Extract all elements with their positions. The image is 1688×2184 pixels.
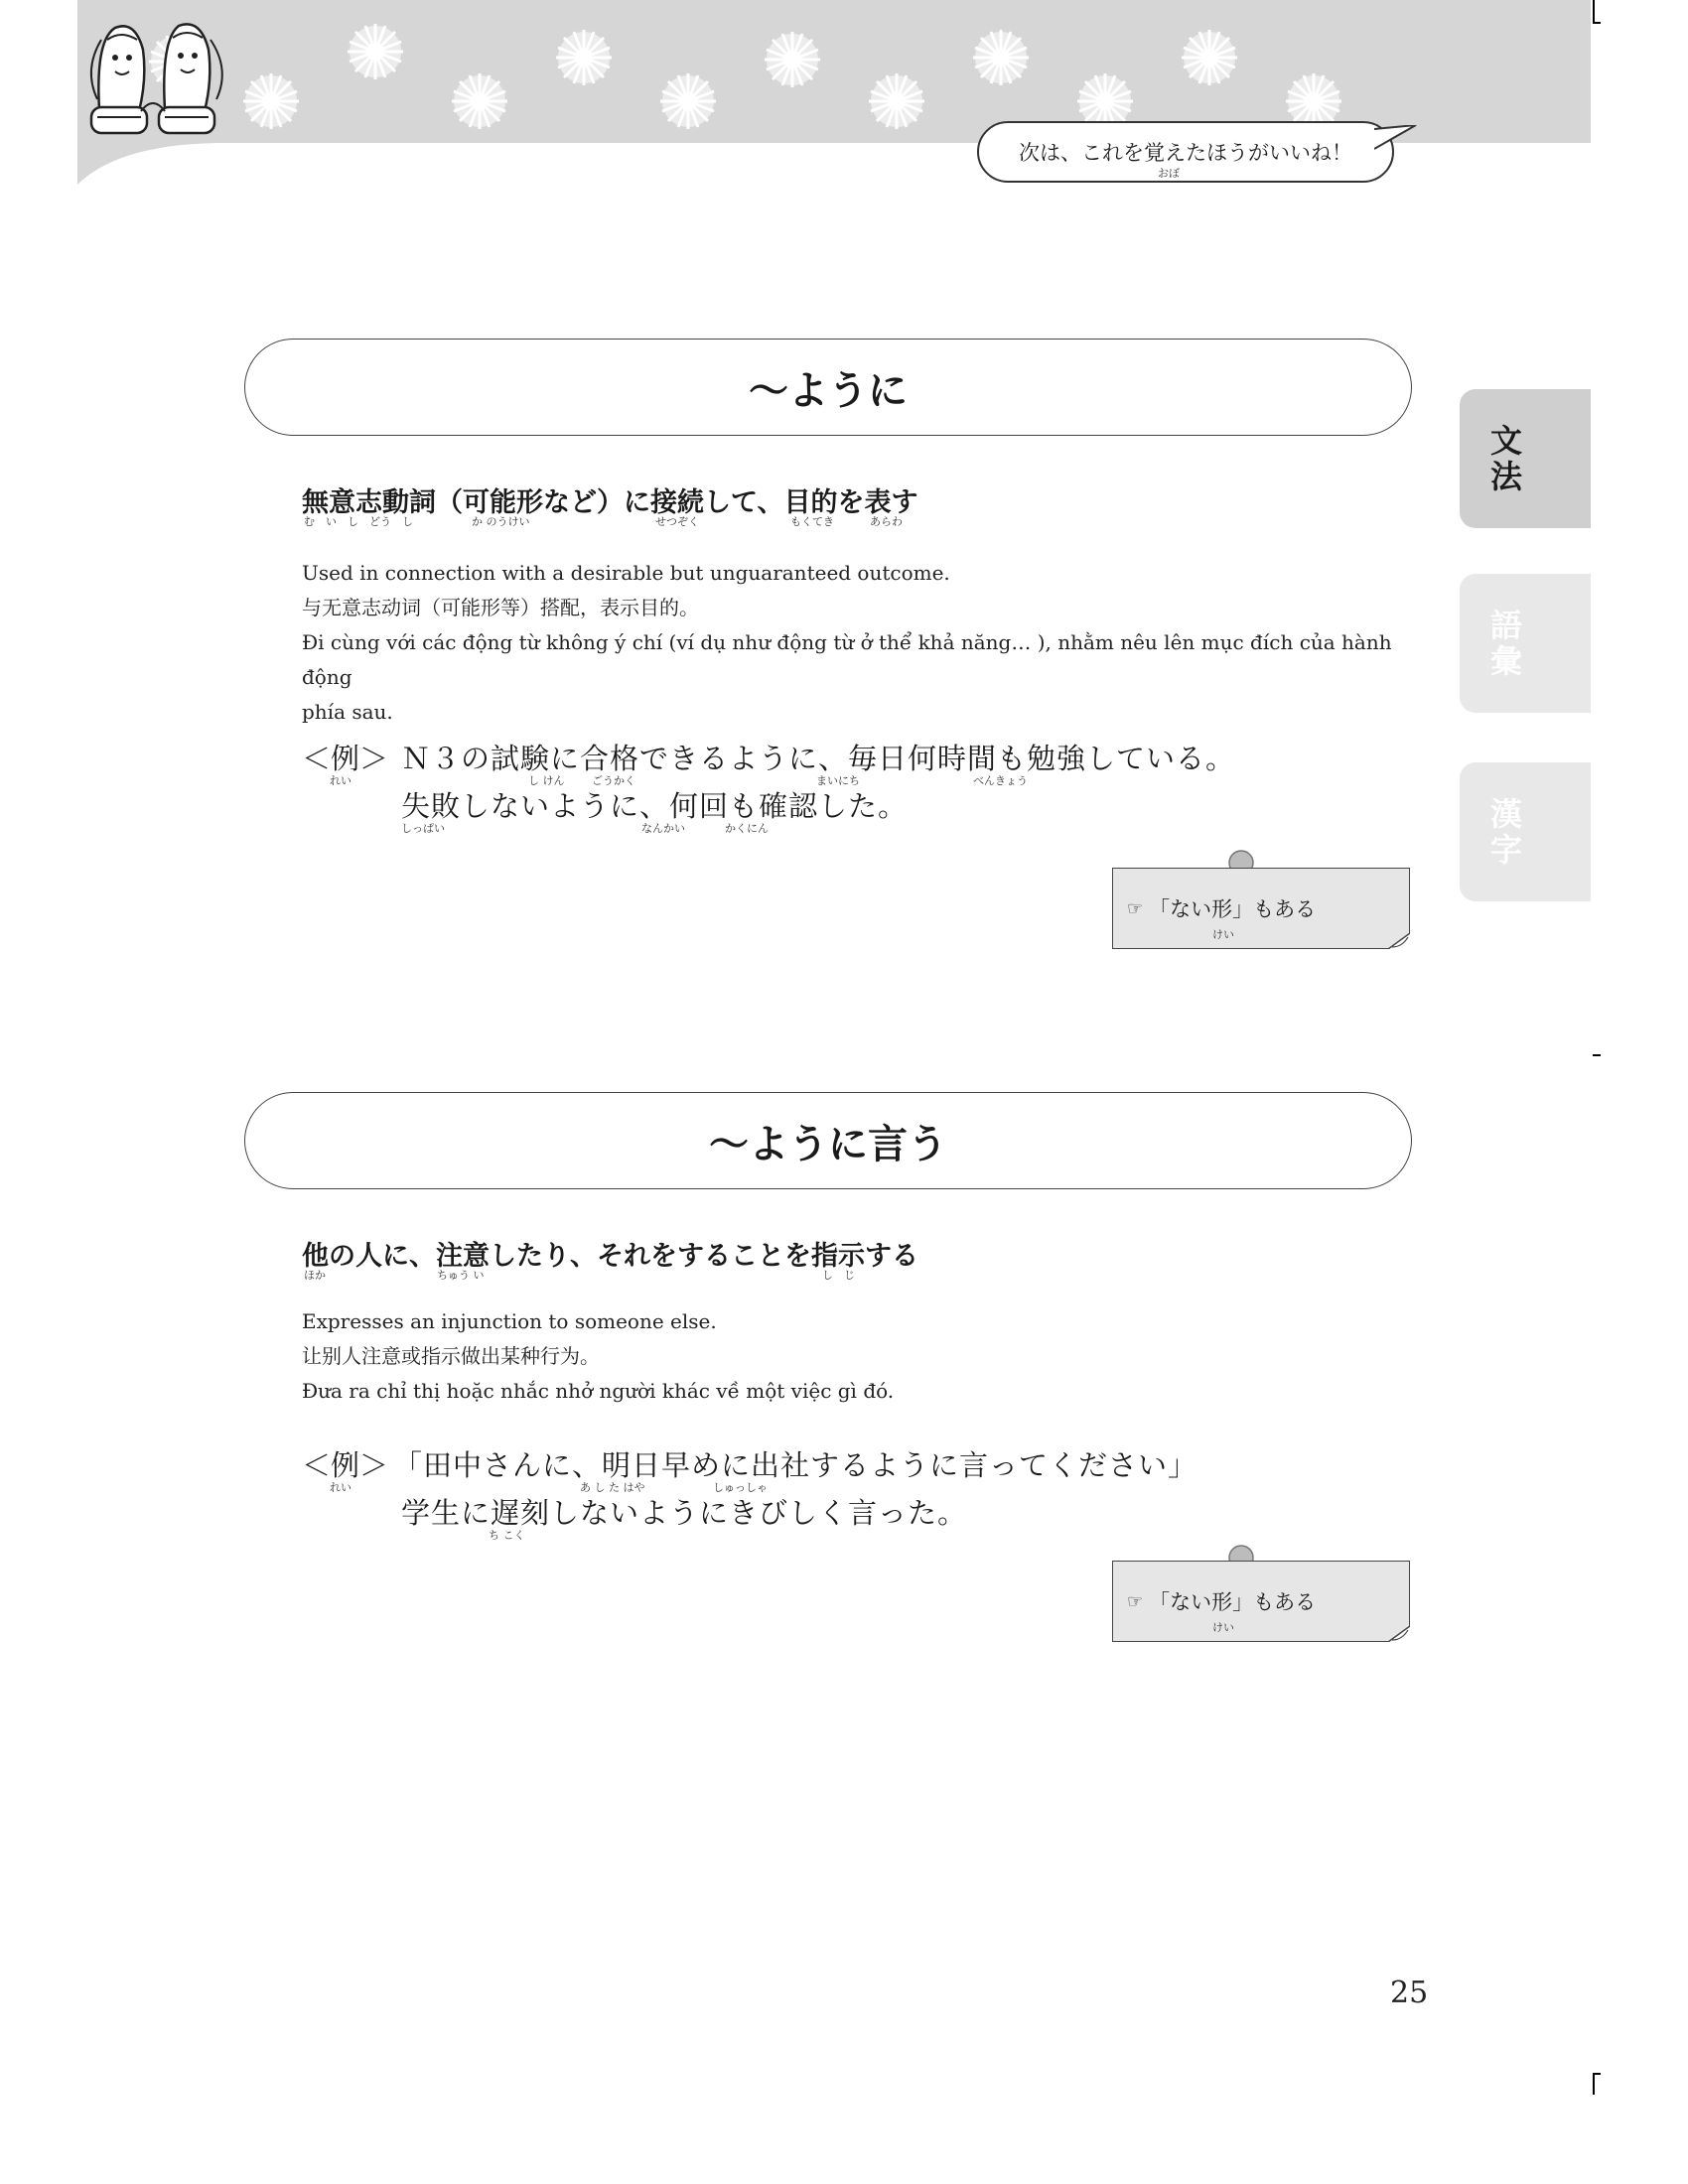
- folded-corner-icon: [1388, 933, 1410, 949]
- example-furigana: し けん: [528, 774, 565, 787]
- description-vietnamese-cont: phía sau.: [302, 700, 393, 724]
- header-banner: [77, 0, 1591, 189]
- page-number: 25: [1390, 1976, 1429, 2010]
- section-2-description: [302, 1304, 1404, 1409]
- example-furigana: べんきょう: [973, 774, 1028, 787]
- section-1-example-1: Ｎ３の試験に合格できるように、毎日何時間も勉強している。: [401, 742, 1236, 775]
- crop-mark: [1593, 22, 1601, 24]
- section-2-example-2: 学生に遅刻しないようにきびしく言った。: [401, 1496, 968, 1530]
- speech-bubble-tail: [1374, 125, 1418, 155]
- description-english: Expresses an injunction to someone else.: [302, 1309, 717, 1333]
- section-1-subtitle: 無意志動詞（可能形など）に接続して、目的を表す: [302, 487, 918, 518]
- description-vietnamese: Đưa ra chỉ thị hoặc nhắc nhở người khác về một việc gì đó.: [302, 1379, 895, 1403]
- section-2-example-label: ＜例＞: [302, 1448, 389, 1482]
- section-1-example-label: ＜例＞: [302, 742, 389, 775]
- section-1-subtitle-furigana: む い し どう し: [304, 515, 413, 528]
- example-furigana: しっぱい: [401, 822, 445, 835]
- tab-kanji[interactable]: [1460, 762, 1591, 901]
- description-english: Used in connection with a desirable but unguaranteed outcome.: [302, 561, 950, 585]
- tab-grammar-label-2: 法: [1489, 458, 1522, 495]
- section-2-example-1: 「田中さんに、明日早めに出社するように言ってください」: [393, 1448, 1198, 1482]
- tab-grammar-label-1: 文: [1489, 422, 1522, 460]
- note-furigana: けい: [1212, 1621, 1234, 1634]
- crop-mark: [1593, 2073, 1601, 2075]
- example-furigana: あ し た はや: [580, 1481, 645, 1494]
- example-label-furigana: れい: [330, 774, 352, 787]
- speech-bubble-text: 次は、これを覚えたほうがいいね！: [1019, 141, 1352, 165]
- description-vietnamese: Đi cùng với các động từ không ý chí (ví dụ như động từ ở thể khả năng… ), nhằm nêu lên mục đích của hành động: [302, 630, 1392, 689]
- pointing-hand-icon: ☞: [1127, 1590, 1144, 1612]
- folded-corner-icon: [1388, 1626, 1410, 1642]
- section-1-title: 〜ように: [244, 339, 1412, 436]
- section-1-example-2: 失敗しないように、何回も確認した。: [401, 789, 909, 823]
- section-2-subtitle-furigana: ほか: [304, 1269, 326, 1282]
- speech-bubble: [977, 121, 1394, 183]
- speech-bubble-furigana: おぼ: [1158, 167, 1180, 180]
- example-furigana: まいにち: [816, 774, 860, 787]
- note-furigana: けい: [1212, 928, 1234, 941]
- tab-grammar[interactable]: [1460, 389, 1591, 528]
- section-2-title: 〜ように言う: [244, 1092, 1412, 1189]
- mascot-characters-illustration: [77, 0, 236, 139]
- example-furigana: ごうかく: [592, 774, 635, 787]
- note-text: 「ない形」もある: [1149, 1590, 1317, 1614]
- section-2-note-card: [1112, 1561, 1410, 1642]
- example-furigana: かくにん: [725, 822, 769, 835]
- tab-kanji-label-1: 漢: [1489, 795, 1522, 833]
- section-1-note-card: [1112, 868, 1410, 949]
- note-text: 「ない形」もある: [1149, 897, 1317, 921]
- section-1-description: [302, 556, 1404, 730]
- section-1-subtitle-furigana: もくてき: [790, 515, 834, 528]
- crop-mark: [1593, 2073, 1595, 2095]
- tab-vocabulary[interactable]: [1460, 574, 1591, 713]
- description-chinese: 与无意志动词（可能形等）搭配，表示目的。: [302, 596, 699, 619]
- section-1-subtitle-furigana: せつぞく: [655, 515, 699, 528]
- example-furigana: しゅっしゃ: [713, 1481, 768, 1494]
- description-chinese: 让别人注意或指示做出某种行为。: [302, 1344, 600, 1368]
- section-1-subtitle-furigana: あらわ: [870, 515, 903, 528]
- tab-vocabulary-label-2: 彙: [1489, 642, 1522, 680]
- pointing-hand-icon: ☞: [1127, 897, 1144, 919]
- section-2-subtitle: 他の人に、注意したり、それをすることを指示する: [302, 1241, 918, 1272]
- section-2-subtitle-furigana: ちゅう い: [437, 1269, 485, 1282]
- section-2-subtitle-furigana: し じ: [822, 1269, 855, 1282]
- section-1-subtitle-furigana: か のうけい: [472, 515, 530, 528]
- crop-mark: [1593, 1054, 1601, 1056]
- tab-kanji-label-2: 字: [1489, 831, 1522, 869]
- example-furigana: ち こく: [489, 1529, 525, 1542]
- example-label-furigana: れい: [330, 1481, 352, 1494]
- tab-vocabulary-label-1: 語: [1489, 607, 1522, 644]
- crop-mark: [1593, 0, 1595, 24]
- example-furigana: なんかい: [641, 822, 685, 835]
